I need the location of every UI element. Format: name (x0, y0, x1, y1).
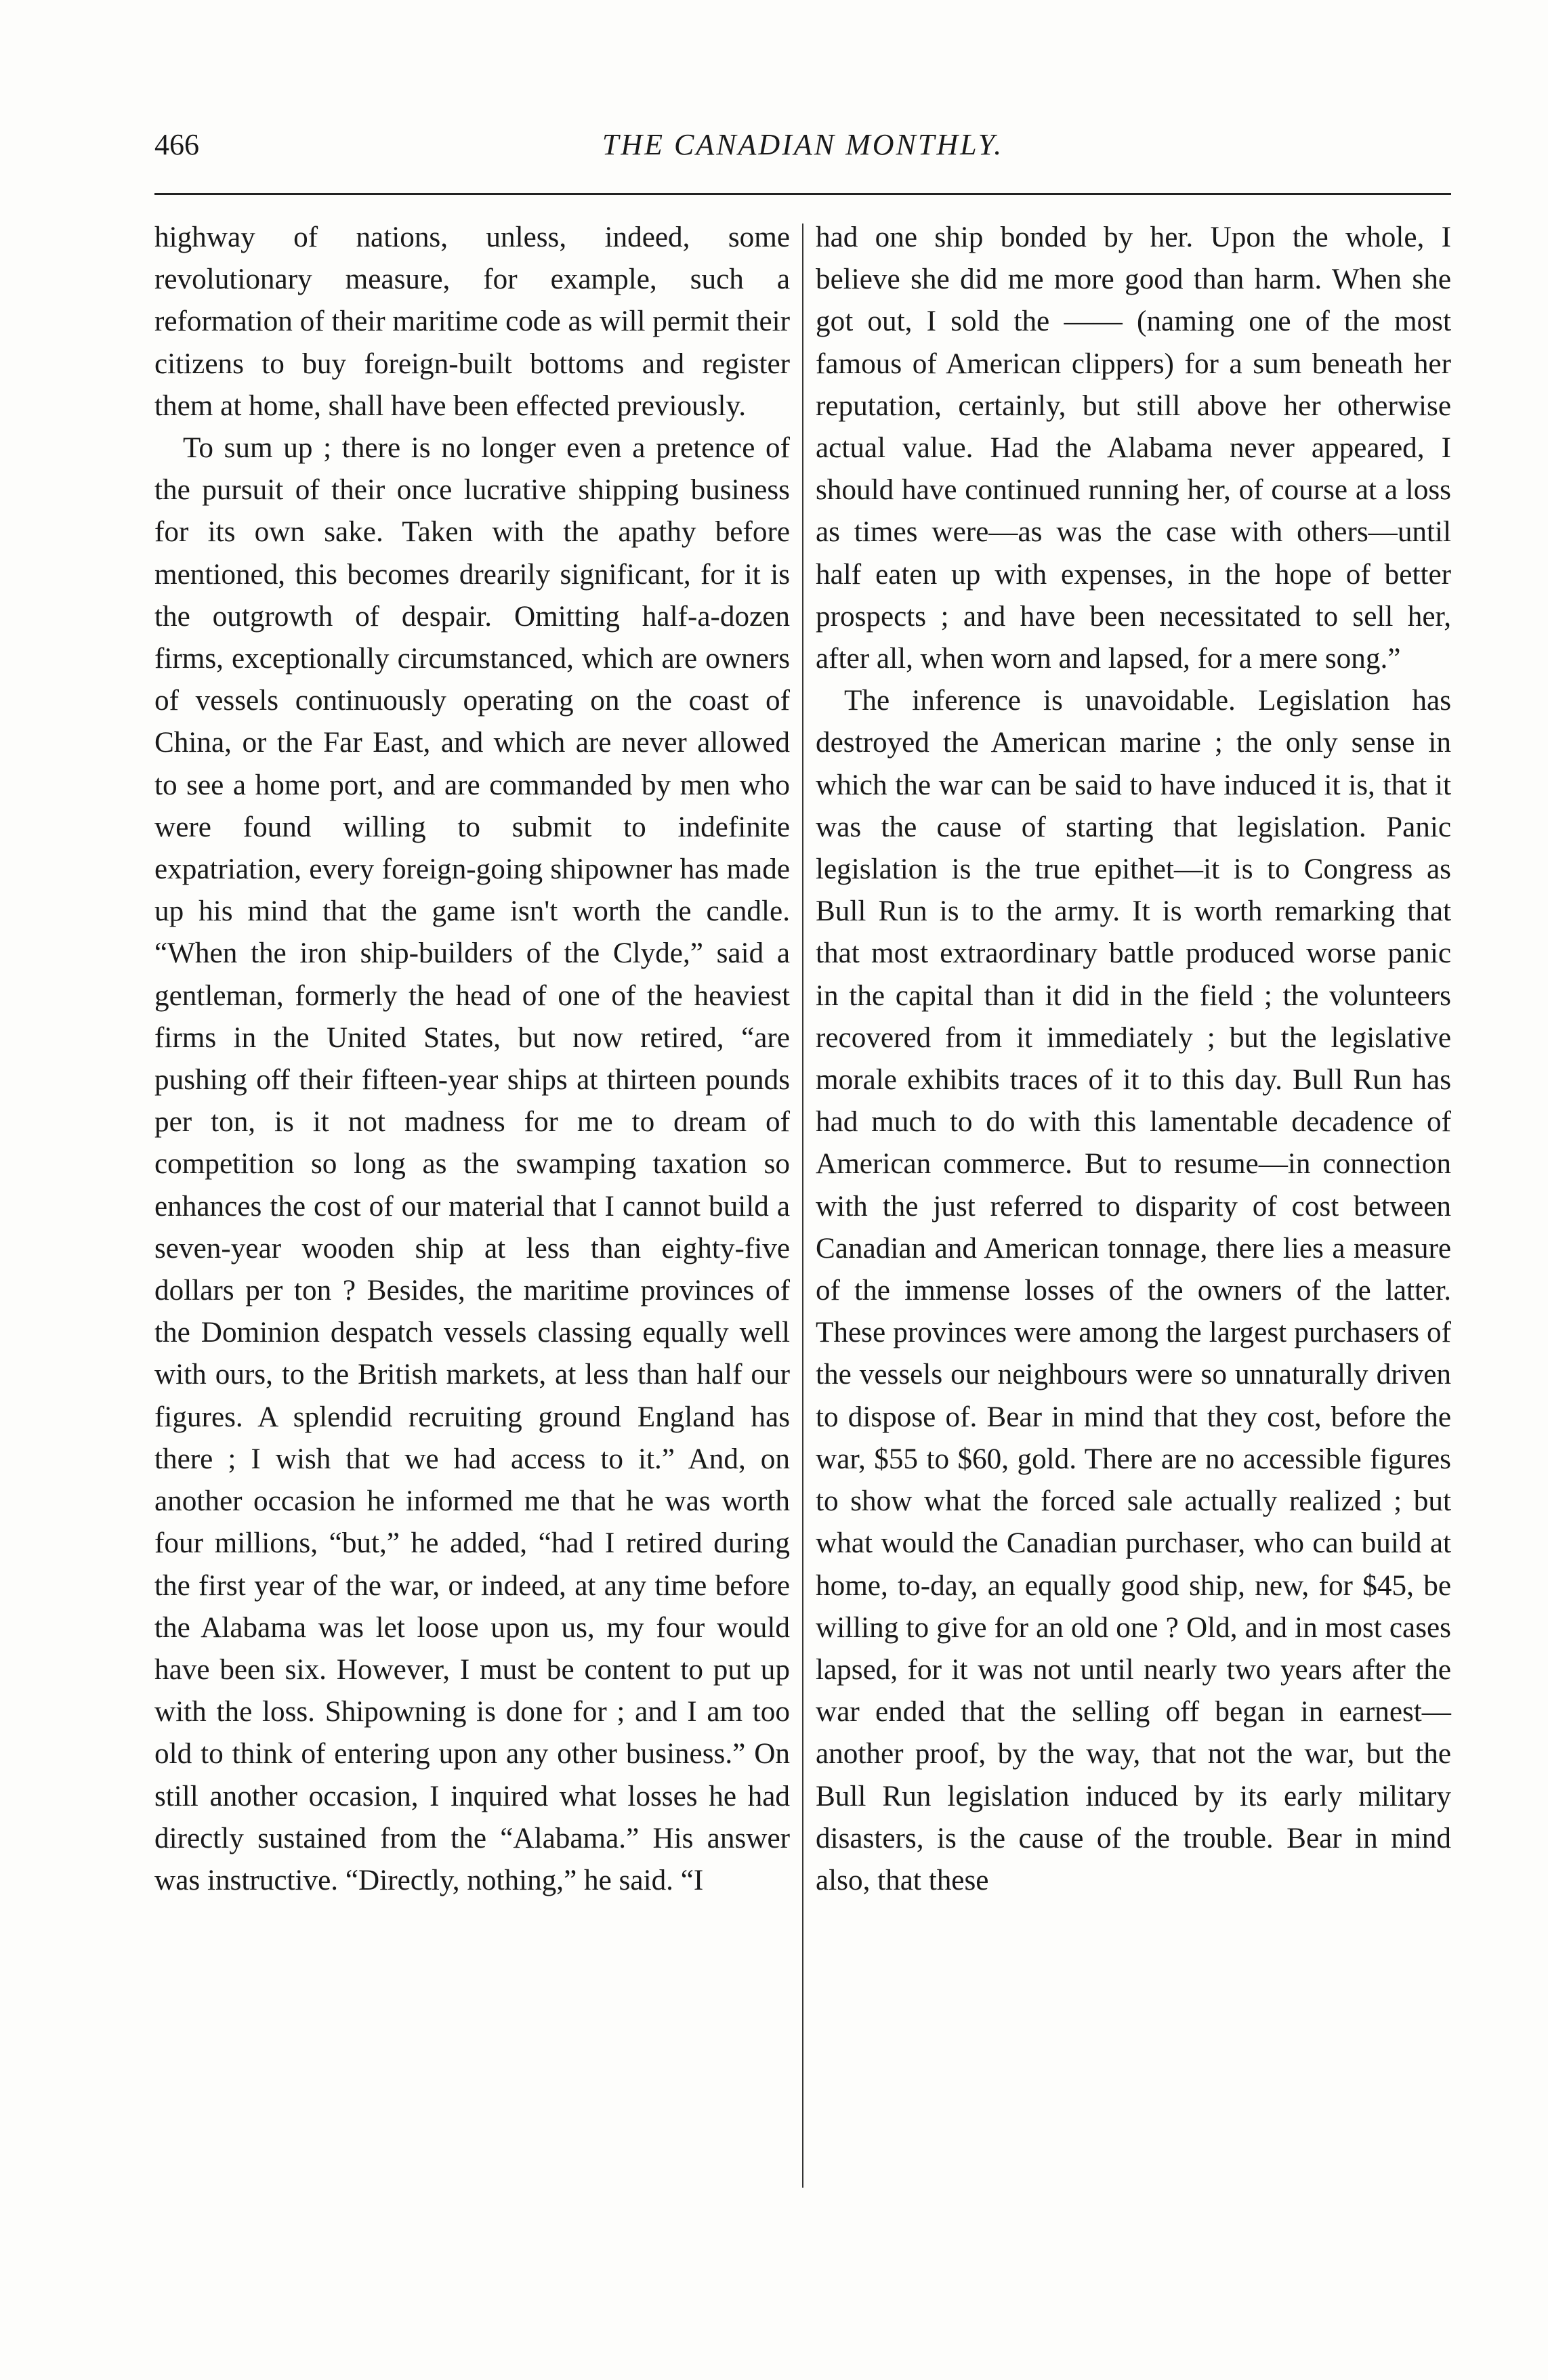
running-title: THE CANADIAN MONTHLY. (602, 128, 1004, 161)
left-column (154, 217, 790, 1902)
page-number: 466 (154, 128, 199, 161)
paragraph: The inference is unavoidable. Legislation has destroyed the American marine ; the only sense in which the war can be said to have induced it is, that it was the cause of starting that legislation. Panic legislation is the true epithet—it is to Congress as Bull Run is to the army. It is worth remarking that that most extraordinary battle produced worse panic in the capital than it did in the field ; the volunteers recovered from it immediately ; but the legislative morale exhibits traces of it to this day. Bull Run has had much to do with this lamentable decadence of American commerce. But to resume—in connection with the just referred to disparity of cost between Canadian and American tonnage, there lies a measure of the immense losses of the owners of the latter. These provinces were among the largest purchasers of the vessels our neighbours were so unnaturally driven to dispose of. Bear in mind that they cost, before the war, $55 to $60, gold. There are no accessible figures to show what the forced sale actually realized ; but what would the Canadian purchaser, who can build at home, to-day, an equally good ship, new, for $45, be willing to give for an old one ? Old, and in most cases lapsed, for it was not until nearly two years after the war ended that the selling off began in earnest—another proof, by the way, that not the war, but the Bull Run legislation induced by its early military disasters, is the cause of the trouble. Bear in mind also, that these (816, 685, 1451, 1896)
paragraph: highway of nations, unless, indeed, some revolutionary measure, for example, such a reformation of their maritime code as will permit their citizens to buy foreign-built bottoms and register them at home, shall have been effected previously. (154, 221, 790, 422)
right-column (816, 217, 1451, 1902)
paragraph: had one ship bonded by her. Upon the whole, I believe she did me more good than harm. When she got out, I sold the —— (naming one of the most famous of American clippers) for a sum beneath her reputation, certainly, but still above her otherwise actual value. Had the Alabama never appeared, I should have continued running her, of course at a loss as times were—as was the case with others—until half eaten up with expenses, in the hope of better prospects ; and have been necessitated to sell her, after all, when worn and lapsed, for a mere song.” (816, 221, 1451, 675)
page-header (154, 122, 1451, 176)
paragraph: To sum up ; there is no longer even a pretence of the pursuit of their once lucrative shipping business for its own sake. Taken with the apathy before mentioned, this becomes drearily significant, for it is the outgrowth of despair. Omitting half-a-dozen firms, exceptionally circumstanced, which are owners of vessels continuously operating on the coast of China, or the Far East, and which are never allowed to see a home port, and are commanded by men who were found willing to submit to indefinite expatriation, every foreign-going shipowner has made up his mind that the game isn't worth the candle. “When the iron ship-builders of the Clyde,” said a gentleman, formerly the head of one of the heaviest firms in the United States, but now retired, “are pushing off their fifteen-year ships at thirteen pounds per ton, is it not madness for me to dream of competition so long as the swamping taxation so enhances the cost of our material that I cannot build a seven-year wooden ship at less than eighty-five dollars per ton ? Besides, the maritime provinces of the Dominion despatch vessels classing equally well with ours, to the British markets, at less than half our figures. A splendid recruiting ground England has there ; I wish that we had access to it.” And, on another occasion he informed me that he was worth four millions, “but,” he added, “had I retired during the first year of the war, or indeed, at any time before the Alabama was let loose upon us, my four would have been six. However, I must be content to put up with the loss. Shipowning is done for ; and I am too old to think of entering upon any other business.” On still another occasion, I inquired what losses he had directly sustained from the “Alabama.” His answer was instructive. “Directly, nothing,” he said. “I (154, 432, 790, 1896)
column-divider (802, 224, 803, 2188)
header-rule (154, 193, 1451, 195)
